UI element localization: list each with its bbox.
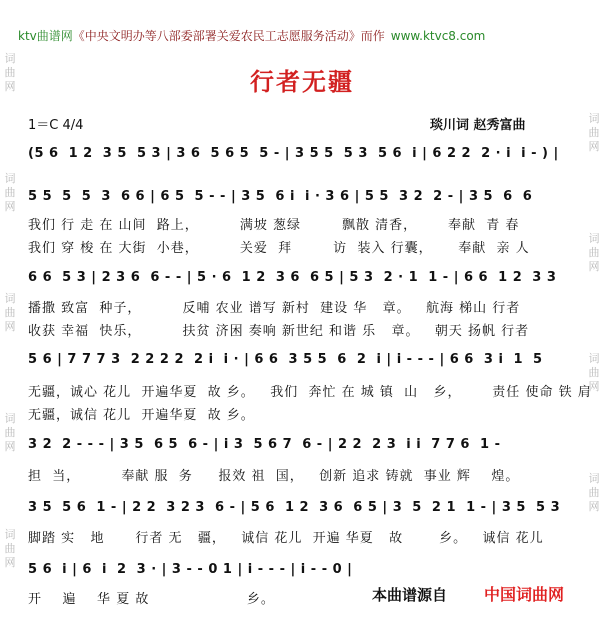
watermark-right-1: 词曲网 xyxy=(588,112,600,153)
footer-site-name[interactable]: 中国词曲网 xyxy=(484,585,565,604)
watermark-right-4: 词曲网 xyxy=(588,472,600,513)
song-credits: 琰川词 赵秀富曲 xyxy=(430,118,526,133)
footer-source-label: 本曲谱源自 xyxy=(372,586,448,604)
lyric-line-3: 播撒 致富 种子， 反哺 农业 谱写 新村 建设 华 章。 航海 梯山 行者 xyxy=(28,301,521,316)
notation-line-6: 3 5 5 6 1 - | 2 2 3 2 3 6 - | 5 6 1 2 3 6 6 5 | 3 5 2 1 1 - | 3 5 5 3 xyxy=(28,500,561,515)
watermark-left-5: 词曲网 xyxy=(4,528,16,569)
header-slogan: 《中央文明办等八部委部署关爱农民工志愿服务活动》而作 xyxy=(72,29,385,43)
lyric-line-9: 开 遍 华 夏 故 乡。 xyxy=(28,592,275,607)
lyric-line-8: 脚踏 实 地 行者 无 疆， 诚信 花儿 开遍 华夏 故 乡。 诚信 花儿 xyxy=(28,531,544,546)
notation-line-4: 5 6 | 7 7 7 3 2 2 2 2 2 i i · | 6 6 3 5 5 6 2 i | i - - - | 6 6 3 i 1 5 xyxy=(28,352,543,367)
header-site-text: ktv曲谱网 xyxy=(18,29,73,43)
header-url[interactable]: www.ktvc8.com xyxy=(390,29,486,43)
lyric-line-4: 收获 幸福 快乐， 扶贫 济困 奏响 新世纪 和谐 乐 章。 朝天 扬帆 行者 xyxy=(28,324,530,339)
song-title: 行者无疆 xyxy=(250,67,354,96)
lyric-line-2: 我们 穿 梭 在 大街 小巷， 关爱 拜 访 装入 行囊， 奉献 亲 人 xyxy=(28,241,530,256)
key-signature: 1＝C 4/4 xyxy=(28,118,84,133)
watermark-right-3: 词曲网 xyxy=(588,352,600,393)
notation-line-3: 6 6 5 3 | 2 3 6 6 - - | 5 · 6 1 2 3 6 6 5 | 5 3 2 · 1 1 - | 6 6 1 2 3 3 xyxy=(28,270,557,285)
page-header xyxy=(18,27,588,44)
notation-line-2: 5 5 5 5 3 6 6 | 6 5 5 - - | 3 5 6 i i · 3 6 | 5 5 3 2 2 - | 3 5 6 6 xyxy=(28,189,533,204)
notation-line-7: 5 6 i | 6 i 2 3 · | 3 - - 0 1 | i - - - | i - - 0 | xyxy=(28,562,353,577)
notation-line-5: 3 2 2 - - - | 3 5 6 5 6 - | i 3 5 6 7 6 - | 2 2 2 3 i i 7 7 6 1 - xyxy=(28,437,501,452)
lyric-line-5: 无疆，诚心 花儿 开遍华夏 故 乡。 我们 奔忙 在 城 镇 山 乡， 责任 使命 铁 肩 xyxy=(28,385,592,400)
lyric-line-1: 我们 行 走 在 山间 路上， 满坡 葱绿 飘散 清香， 奉献 青 春 xyxy=(28,218,520,233)
watermark-left-3: 词曲网 xyxy=(4,292,16,333)
watermark-right-2: 词曲网 xyxy=(588,232,600,273)
notation-line-1: (5 6 1 2 3 5 5 3 | 3 6 5 6 5 5 - | 3 5 5 5 3 5 6 i | 6 2 2 2 · i i - ) | xyxy=(28,146,559,161)
lyric-line-7: 担 当， 奉献 服 务 报效 祖 国， 创新 追求 铸就 事业 辉 煌。 xyxy=(28,469,520,484)
watermark-left-4: 词曲网 xyxy=(4,412,16,453)
watermark-left-1: 词曲网 xyxy=(4,52,16,93)
lyric-line-6: 无疆，诚信 花儿 开遍华夏 故 乡。 xyxy=(28,408,255,423)
watermark-left-2: 词曲网 xyxy=(4,172,16,213)
